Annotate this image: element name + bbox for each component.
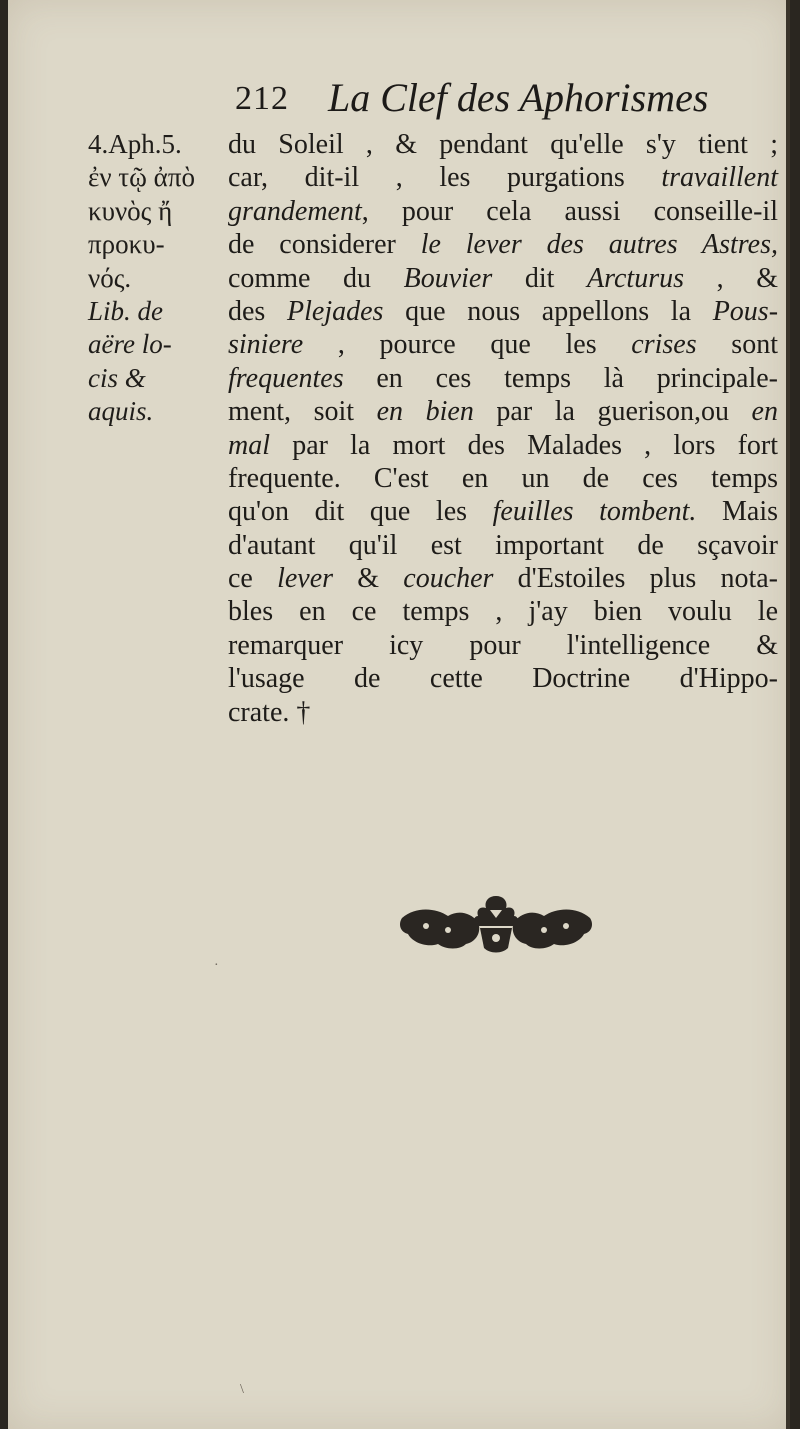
- running-title: La Clef des Aphorismes: [328, 75, 709, 120]
- margin-note-line: aquis.: [88, 396, 154, 427]
- text-segment: des: [228, 295, 288, 327]
- text-segment: de considerer: [228, 229, 421, 261]
- text-segment: , &: [684, 262, 779, 294]
- text-segment: , pource que les: [303, 329, 632, 361]
- book-page: [8, 0, 790, 1429]
- body-text-line: [228, 362, 778, 395]
- italic-text-segment: en bien: [376, 396, 474, 428]
- body-text-line: [228, 262, 778, 295]
- body-text-line: [228, 562, 778, 595]
- italic-text-segment: Plejades: [287, 295, 384, 327]
- italic-text-segment: feuilles tombent.: [492, 496, 697, 528]
- italic-text-segment: travaillent: [661, 162, 778, 194]
- body-text-line: [228, 161, 778, 194]
- margin-note-line: cis &: [88, 362, 146, 393]
- body-text-line: [228, 328, 778, 361]
- body-text-line: [228, 629, 778, 662]
- margin-note-line: προκυ-: [88, 229, 165, 260]
- text-segment: Mais: [696, 496, 779, 528]
- text-segment: comme du: [228, 262, 404, 294]
- text-segment: d'autant qu'il est important de sçavoir: [228, 529, 778, 561]
- body-text-line: [228, 595, 778, 628]
- margin-note-line: νός.: [88, 262, 132, 293]
- stray-ink-mark: ·: [214, 958, 219, 973]
- body-text-line: [228, 295, 778, 328]
- italic-text-segment: coucher: [403, 563, 494, 595]
- body-text-line: [228, 128, 778, 161]
- margin-note: [88, 128, 220, 429]
- text-segment: , pour cela aussi conseille-il: [361, 195, 778, 227]
- italic-text-segment: siniere: [228, 329, 304, 361]
- stray-ink-mark: \: [240, 1382, 244, 1397]
- body-text-line: [228, 662, 778, 695]
- margin-note-line: aëre lo-: [88, 329, 172, 360]
- italic-text-segment: Arcturus: [587, 262, 685, 294]
- body-text-line: [228, 529, 778, 562]
- page-number: 212: [235, 80, 289, 117]
- italic-text-segment: le lever des autres Astres,: [420, 229, 778, 261]
- text-segment: dit: [492, 262, 588, 294]
- text-segment: car, dit-il , les purgations: [228, 162, 662, 194]
- tailpiece-ornament-icon: [396, 888, 596, 958]
- italic-text-segment: Bouvier: [403, 262, 493, 294]
- italic-text-segment: mal: [228, 429, 270, 461]
- text-segment: sont: [696, 329, 778, 361]
- margin-note-line: ἐν τῷ ἀπὸ: [88, 162, 195, 193]
- italic-text-segment: frequentes: [228, 362, 344, 394]
- text-segment: que nous appellons la: [383, 295, 713, 327]
- body-text-line: [228, 495, 778, 528]
- body-text-line: [228, 462, 778, 495]
- italic-text-segment: en: [751, 396, 778, 428]
- page-edge: [786, 0, 790, 1429]
- text-segment: du Soleil , & pendant qu'elle s'y tient ;: [228, 129, 778, 160]
- text-segment: bles en ce temps , j'ay bien voulu le: [228, 596, 778, 628]
- body-text-line: [228, 395, 778, 428]
- text-segment: ment, soit: [228, 396, 377, 428]
- page-header: [230, 74, 750, 134]
- italic-text-segment: lever: [277, 563, 334, 595]
- text-segment: par la mort des Malades , lors fort: [270, 429, 778, 461]
- italic-text-segment: grandement: [228, 195, 362, 227]
- margin-note-line: 4.Aph.5.: [88, 129, 182, 159]
- italic-text-segment: crises: [631, 329, 697, 361]
- body-text: [228, 128, 778, 729]
- body-text-line: [228, 228, 778, 261]
- body-text-line: [228, 696, 778, 729]
- margin-note-line: κυνὸς ἤ: [88, 195, 173, 226]
- text-segment: d'Estoiles plus nota-: [493, 563, 779, 595]
- body-text-line: [228, 429, 778, 462]
- text-segment: par la guerison,ou: [473, 396, 752, 428]
- text-segment: &: [333, 563, 404, 595]
- text-segment: qu'on dit que les: [228, 496, 493, 528]
- text-segment: l'usage de cette Doctrine d'Hippo-: [228, 663, 778, 695]
- margin-note-line: Lib. de: [88, 295, 164, 326]
- text-segment: crate. †: [228, 696, 311, 728]
- italic-text-segment: Pous-: [712, 295, 779, 327]
- text-segment: ce: [228, 563, 278, 595]
- text-segment: frequente. C'est en un de ces temps: [228, 462, 778, 494]
- body-text-line: [228, 195, 778, 228]
- text-segment: en ces temps là principale-: [343, 362, 778, 394]
- text-segment: remarquer icy pour l'intelligence &: [228, 629, 778, 661]
